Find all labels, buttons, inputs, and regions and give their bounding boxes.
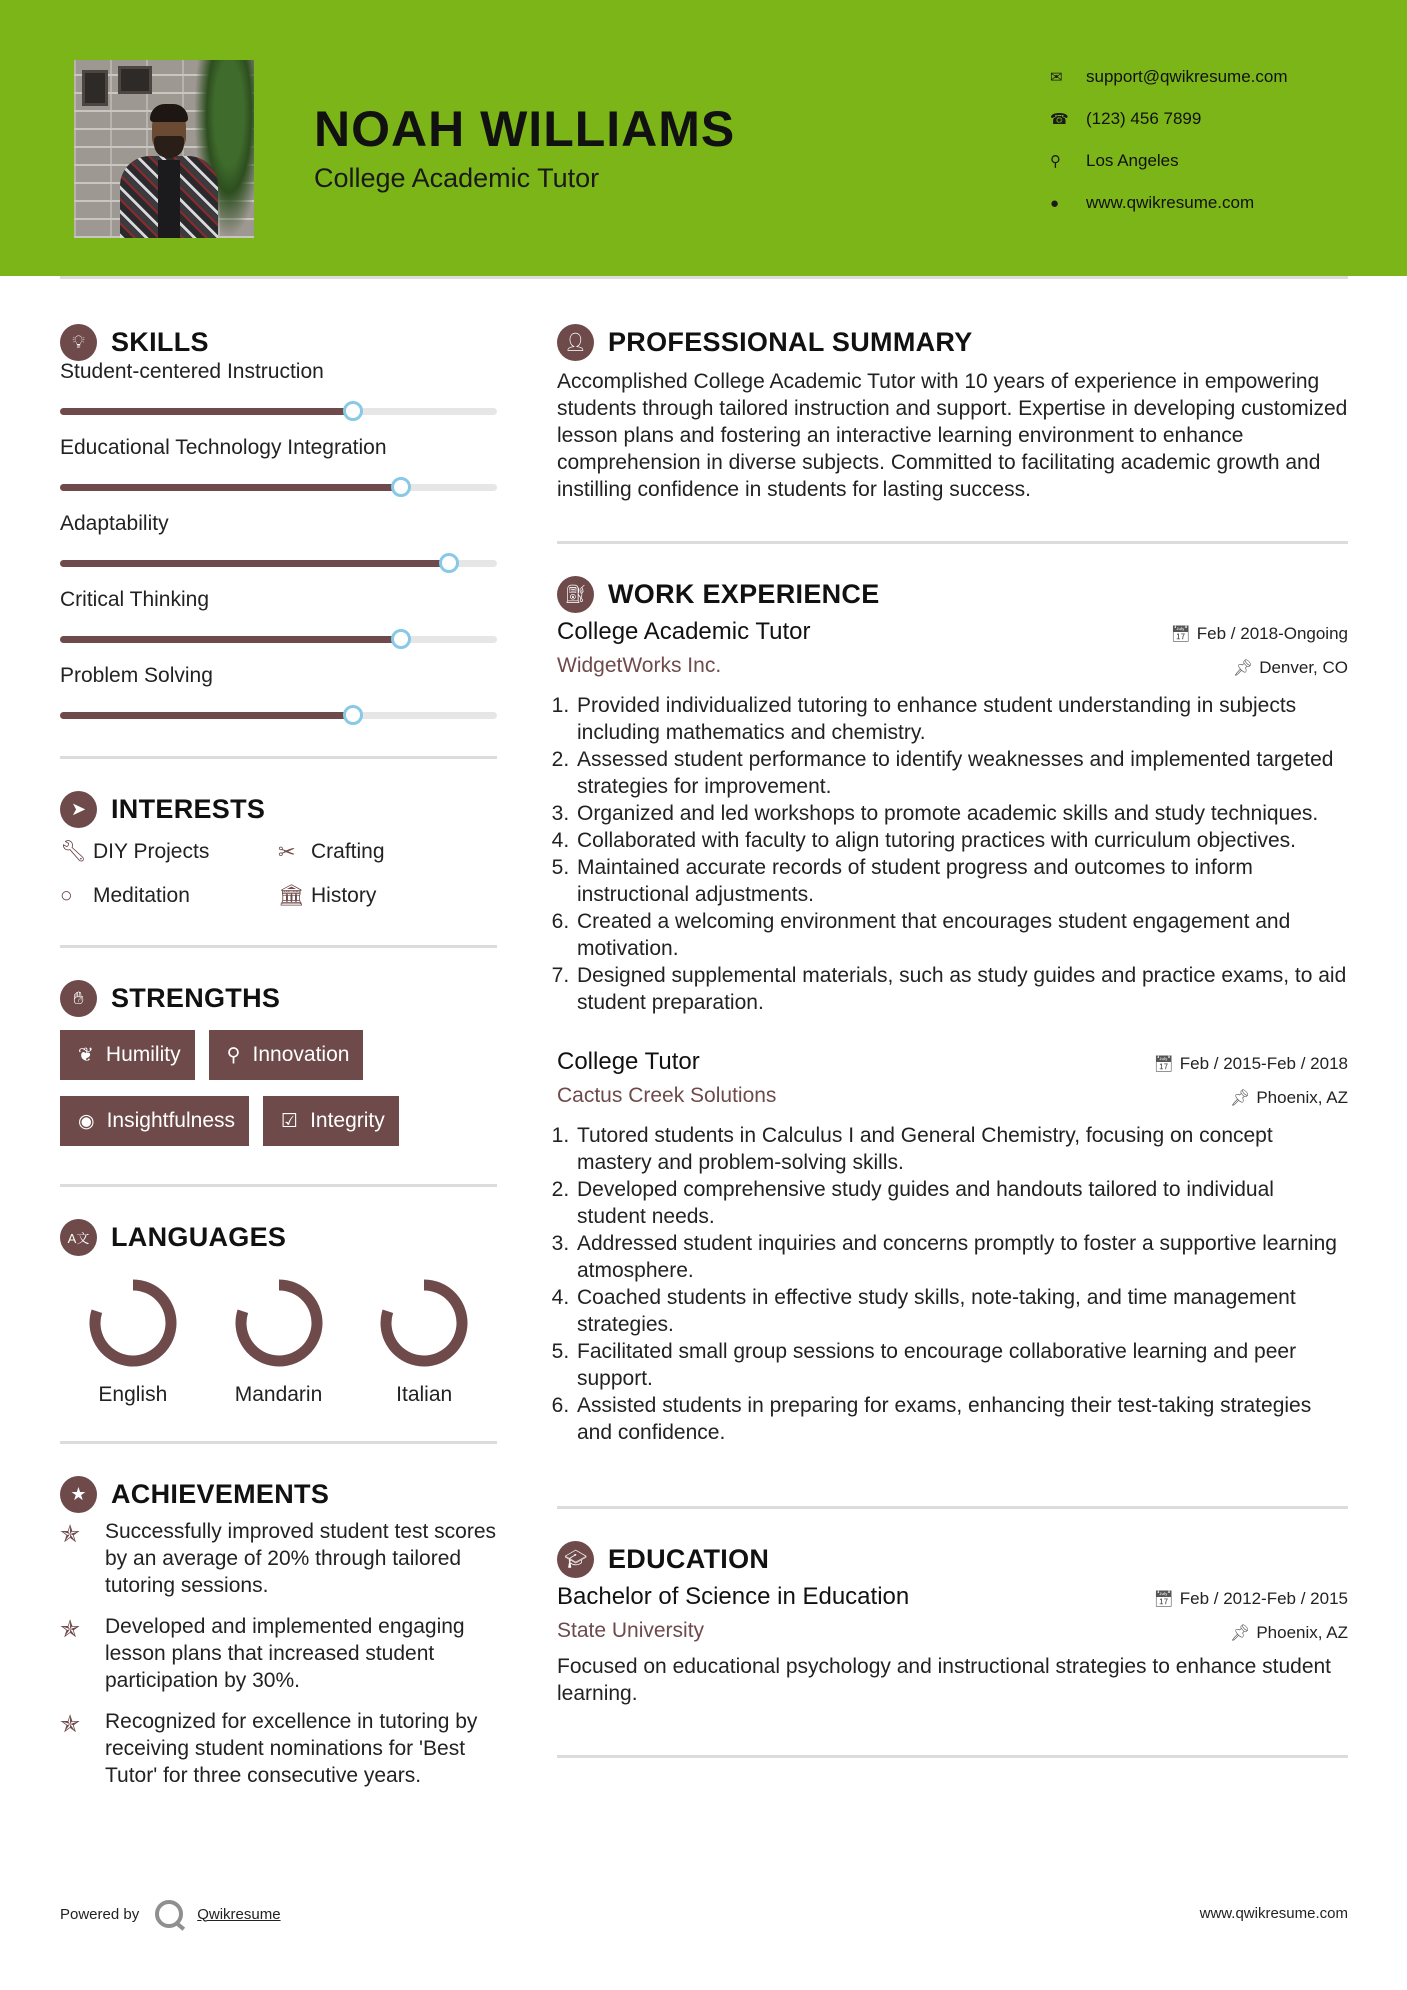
list-item: 3. Addressed student inquiries and concerns promptly to foster a supportive learning atmosphere. — [575, 1230, 1348, 1284]
contact-email[interactable]: ✉ support@qwikresume.com — [1050, 67, 1288, 86]
skills-heading: 💡︎ SKILLS — [60, 320, 497, 364]
pushpin-icon: 📌︎ — [1230, 1625, 1251, 1642]
list-item: 2. Assessed student performance to identify weaknesses and implemented targeted strategies for improvement. — [575, 746, 1348, 800]
skill-knob — [343, 401, 363, 421]
skill-track — [60, 636, 497, 643]
languages-list — [60, 1275, 497, 1407]
list-item: 3. Organized and led workshops to promote academic skills and study techniques. — [575, 800, 1348, 827]
hand-icon: ✋︎ — [60, 980, 97, 1017]
skill-label: Adaptability — [60, 512, 169, 535]
achievement-item: ✯ Recognized for excellence in tutoring by receiving student nominations for 'Best Tutor' for three consecutive years. — [60, 1710, 478, 1787]
list-item: 4. Collaborated with faculty to align tutoring practices with curriculum objectives. — [575, 827, 1348, 854]
contact-list — [1050, 56, 1288, 224]
skill-label: Student-centered Instruction — [60, 360, 324, 383]
skill-fill — [60, 560, 449, 567]
skill-fill — [60, 408, 353, 415]
qwikresume-logo-icon — [155, 1900, 183, 1928]
resume-header — [0, 0, 1407, 276]
scissors-icon: ✂ — [278, 840, 296, 864]
strength-chip: ☑ Integrity — [263, 1096, 399, 1146]
section-divider — [60, 945, 497, 948]
circle-icon: ○ — [60, 884, 73, 907]
left-column — [60, 320, 497, 1789]
envelope-icon: ✉ — [1050, 69, 1063, 86]
section-divider — [557, 541, 1348, 544]
job-responsibilities — [557, 692, 1348, 1016]
skill-track — [60, 408, 497, 415]
achievements-heading: ★ ACHIEVEMENTS — [60, 1472, 497, 1516]
pushpin-icon: 📌︎ — [1230, 1090, 1251, 1107]
skill-fill — [60, 484, 401, 491]
map-pin-icon: ⚲ — [1050, 153, 1061, 170]
job-title: College Academic Tutor — [557, 618, 811, 645]
shooting-star-icon: ✯ — [60, 1711, 81, 1738]
job-entry — [557, 1048, 1348, 1446]
skill-item — [60, 356, 497, 432]
skill-track — [60, 712, 497, 719]
calendar-icon: 📅︎ — [1170, 626, 1191, 643]
interests-list — [60, 837, 497, 911]
eye-icon: ◉ — [78, 1110, 95, 1132]
language-label: Mandarin — [234, 1383, 323, 1406]
summary-heading: 👤︎ PROFESSIONAL SUMMARY — [557, 320, 1348, 364]
strength-chip: ⚲ Innovation — [209, 1030, 364, 1080]
language-card-icon: A文 — [60, 1219, 97, 1256]
list-item: 1. Provided individualized tutoring to enhance student understanding in subjects including mathematics and chemistry. — [575, 692, 1348, 746]
contact-location: ⚲ Los Angeles — [1050, 151, 1179, 170]
degree-title: Bachelor of Science in Education — [557, 1583, 910, 1610]
list-item: 5. Facilitated small group sessions to encourage collaborative learning and peer support. — [575, 1338, 1348, 1392]
powered-by: Powered by Qwikresume — [60, 1900, 281, 1928]
skill-label: Critical Thinking — [60, 588, 209, 611]
language-item — [206, 1275, 352, 1407]
user-icon: 👤︎ — [557, 324, 594, 361]
shooting-star-icon: ✯ — [60, 1521, 81, 1548]
candidate-name: NOAH WILLIAMS — [314, 101, 736, 157]
star-badge-icon: ★ — [60, 1476, 97, 1513]
pushpin-icon: 📌︎ — [1232, 660, 1254, 677]
skill-fill — [60, 712, 353, 719]
education-heading: 🎓︎ EDUCATION — [557, 1537, 1348, 1581]
education-date: 📅︎ Feb / 2012-Feb / 2015 — [1153, 1589, 1348, 1608]
strengths-heading: ✋︎ STRENGTHS — [60, 976, 497, 1020]
section-divider — [60, 1184, 497, 1187]
candidate-role: College Academic Tutor — [314, 163, 600, 193]
achievements-list — [60, 1518, 497, 1789]
skill-label: Problem Solving — [60, 664, 213, 687]
language-item — [60, 1275, 206, 1407]
paper-plane-icon: ➤ — [60, 791, 97, 828]
job-date: 📅︎ Feb / 2018-Ongoing — [1170, 624, 1348, 643]
lightbulb-icon: 💡︎ — [60, 324, 97, 361]
school-name: State University — [557, 1619, 705, 1642]
profile-photo — [74, 60, 254, 238]
list-item: 4. Coached students in effective study skills, note-taking, and time management strategies. — [575, 1284, 1348, 1338]
skill-item — [60, 584, 497, 660]
skill-knob — [391, 629, 411, 649]
section-divider — [60, 756, 497, 759]
calendar-icon: 📅︎ — [1153, 1056, 1174, 1073]
language-ring — [85, 1275, 181, 1371]
strengths-list — [60, 1030, 497, 1146]
wrench-icon: 🔧︎ — [60, 840, 87, 863]
section-divider — [60, 1441, 497, 1444]
skill-track — [60, 560, 497, 567]
skill-item — [60, 508, 497, 584]
brand-link[interactable]: Qwikresume — [197, 1905, 281, 1923]
lightbulb-icon: ⚲ — [226, 1044, 241, 1066]
graduate-icon: 🎓︎ — [557, 1541, 594, 1578]
interest-item: 🔧︎ DIY Projects — [60, 840, 210, 863]
company-name: WidgetWorks Inc. — [557, 654, 722, 677]
skills-list — [60, 356, 497, 736]
museum-icon: 🏛︎ — [278, 884, 305, 907]
job-title: College Tutor — [557, 1048, 700, 1075]
experience-heading: ⛽︎ WORK EXPERIENCE — [557, 572, 1348, 616]
header-divider — [60, 276, 1348, 279]
footer-url[interactable]: www.qwikresume.com — [1199, 1905, 1348, 1922]
achievement-item: ✯ Developed and implemented engaging lesson plans that increased student participation by 30%. — [60, 1615, 465, 1692]
contact-website[interactable]: ● www.qwikresume.com — [1050, 193, 1255, 212]
calendar-icon: 📅︎ — [1153, 1591, 1174, 1608]
company-name: Cactus Creek Solutions — [557, 1084, 777, 1107]
skill-knob — [439, 553, 459, 573]
skill-track — [60, 484, 497, 491]
interest-item: ○ Meditation — [60, 884, 190, 907]
job-date: 📅︎ Feb / 2015-Feb / 2018 — [1153, 1054, 1348, 1073]
office-chair-icon: ⛽︎ — [557, 576, 594, 613]
skill-fill — [60, 636, 401, 643]
skill-knob — [391, 477, 411, 497]
skill-item — [60, 660, 497, 736]
language-label: Italian — [396, 1383, 453, 1406]
leaf-icon: ❦ — [78, 1044, 94, 1066]
strength-chip: ❦ Humility — [60, 1030, 195, 1080]
interest-item: 🏛︎ History — [278, 884, 377, 907]
section-divider — [557, 1755, 1348, 1758]
skill-item — [60, 432, 497, 508]
skill-knob — [343, 705, 363, 725]
achievement-item: ✯ Successfully improved student test scores by an average of 20% through tailored tutoring sessions. — [60, 1520, 497, 1597]
list-item: 1. Tutored students in Calculus I and General Chemistry, focusing on concept mastery and problem-solving skills. — [575, 1122, 1348, 1176]
language-ring — [231, 1275, 327, 1371]
education-description: Focused on educational psychology and instructional strategies to enhance student learning. — [557, 1655, 1332, 1705]
list-item: 6. Assisted students in preparing for exams, enhancing their test-taking strategies and confidence. — [575, 1392, 1348, 1446]
language-label: English — [98, 1383, 168, 1406]
interest-item: ✂ Crafting — [278, 840, 385, 864]
education-location: 📌︎ Phoenix, AZ — [1230, 1623, 1348, 1642]
list-item: 6. Created a welcoming environment that encourages student engagement and motivation. — [575, 908, 1348, 962]
language-ring — [376, 1275, 472, 1371]
globe-icon: ● — [1050, 194, 1060, 212]
section-divider — [557, 1506, 1348, 1509]
languages-heading: A文 LANGUAGES — [60, 1215, 497, 1259]
job-entry — [557, 618, 1348, 1016]
language-item — [351, 1275, 497, 1407]
list-item: 7. Designed supplemental materials, such as study guides and practice exams, to aid student preparation. — [575, 962, 1348, 1016]
list-item: 2. Developed comprehensive study guides and handouts tailored to individual student needs. — [575, 1176, 1348, 1230]
interests-heading: ➤ INTERESTS — [60, 787, 497, 831]
contact-phone[interactable]: ☎ (123) 456 7899 — [1050, 109, 1202, 128]
checkbox-icon: ☑ — [281, 1110, 299, 1132]
skill-label: Educational Technology Integration — [60, 436, 387, 459]
job-location: 📌︎ Phoenix, AZ — [1230, 1088, 1348, 1107]
strength-chip: ◉ Insightfulness — [60, 1096, 249, 1146]
shooting-star-icon: ✯ — [60, 1616, 81, 1643]
summary-text: Accomplished College Academic Tutor with 10 years of experience in empowering students through tailored instruction and support. Expertise in developing customized lesson plans and fostering an interactive learning environment to enhance comprehension in diverse subjects. Committed to facilitating academic growth and instilling confidence in students for lasting success. — [557, 370, 1348, 501]
job-location: 📌︎ Denver, CO — [1232, 658, 1348, 677]
list-item: 5. Maintained accurate records of student progress and outcomes to inform instructional adjustments. — [575, 854, 1348, 908]
right-column — [557, 320, 1348, 1758]
phone-icon: ☎ — [1050, 111, 1069, 128]
job-responsibilities — [557, 1122, 1348, 1446]
education-entry — [557, 1583, 1348, 1707]
